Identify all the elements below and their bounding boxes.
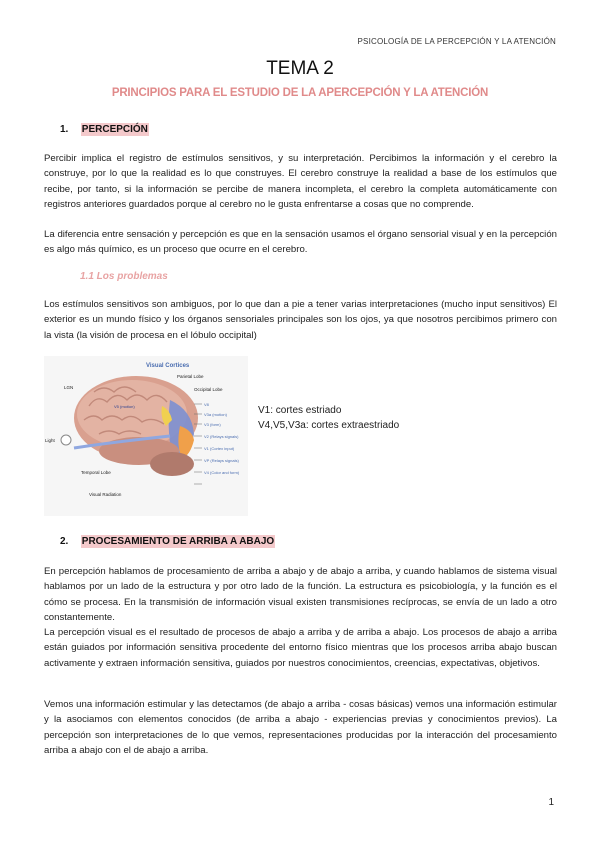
page-title: TEMA 2 [266,58,334,79]
label-v3: V3 (form) [204,422,221,427]
label-v4: V4 (Color and form) [204,470,240,475]
page-number: 1 [548,797,554,808]
brain-visual-cortices-figure [44,356,248,516]
label-visual-radiation: Visual Radiation [89,492,122,497]
section-1-number: 1. [60,124,69,135]
section-1-paragraph-1: Percibir implica el registro de estímulos sensitivos, y su interpretación. Percibimos la información y el cerebro la construye, por lo que la realidad es lo que construyes. El cerebro construye la realidad a base de los estímulos que recibe, por tanto, si la información se percibe de manera incompleta, el cerebro la completa automáticamente con registros anteriores guardados porque al cerebro no le gusta enfrentarse a cosas que no comprende. [44,153,557,210]
label-occipital: Occipital Lobe [194,387,223,392]
figure-caption-line-2: V4,V5,V3a: cortes extraestriado [258,420,400,431]
label-lgn: LGN [64,385,74,390]
label-v5: V5 (motion) [114,404,135,409]
label-v8: V8 [204,402,209,407]
figure-title: Visual Cortices [146,363,190,369]
label-vp: VP (Relays signals) [204,458,239,463]
section-1-title: PERCEPCIÓN [81,124,148,135]
label-v2: V2 (Relays signals) [204,434,239,439]
label-v1: V1 (Cortex input) [204,446,235,451]
page-subtitle: PRINCIPIOS PARA EL ESTUDIO DE LA APERCEPCIÓN Y LA ATENCIÓN [111,87,489,99]
subsection-heading: 1.1 Los problemas [80,271,168,282]
section-1-paragraph-2: La diferencia entre sensación y percepción es que en la sensación usamos el órgano sensorial visual y en la percepción es algo más químico, es un proceso que ocurre en el cerebro. [44,229,557,256]
label-parietal: Parietal Lobe [177,374,204,379]
label-light: Light [45,438,55,443]
label-v3a: V3a (motion) [204,412,227,417]
running-header: PSICOLOGÍA DE LA PERCEPCIÓN Y LA ATENCIÓN [357,37,556,46]
label-temporal: Temporal Lobe [81,470,111,475]
section-2-paragraph-1: En percepción hablamos de procesamiento de arriba a abajo y de abajo a arriba, y cuando hablamos de sistema visual hablamos por un lado de la estructura y por otro lado de la función. La estructura es psicobiología, y la función es el cómo se procesa. En la transmisión de información visual existen transmisiones recíprocas, se envía de un lado a otro constantemente. [44,566,557,623]
section-2-number: 2. [60,536,69,547]
section-2-paragraph-2: La percepción visual es el resultado de procesos de abajo a arriba y de arriba a abajo. Los procesos de abajo a arriba están guiados por información sensitiva procedente del entorno físico mientras que los procesos arriba abajo buscan activamente y extraen información sensitiva, guiados por nuestros conocimientos, creencias, expectativas, objetivos. [44,627,557,669]
section-1-heading [60,124,149,135]
section-1-paragraph-3: Los estímulos sensitivos son ambiguos, por lo que dan a pie a tener varias interpretaciones (mucho input sensitivos) El exterior es un mundo físico y los órganos sensoriales principales son los ojos, ya que nosotros percibimos primero con la vista (la visión de procesa en el lóbulo occipital) [44,299,557,341]
brain-illustration [44,356,248,516]
section-2-heading [60,536,275,547]
figure-caption-line-1: V1: cortes estriado [258,405,342,416]
section-2-title: PROCESAMIENTO DE ARRIBA A ABAJO [81,536,275,547]
figure-caption [258,403,399,433]
section-2-paragraph-3: Vemos una información estimular y las detectamos (de abajo a arriba - cosas básicas) vemos una información estimular y la asociamos con elementos conocidos (de arriba a abajo - experiencias previas y conocimientos previos). La percepción son interpretaciones de lo que vemos, representaciones producidas por la interacción del procesamiento arriba a abajo con el de abajo a arriba. [44,699,557,756]
